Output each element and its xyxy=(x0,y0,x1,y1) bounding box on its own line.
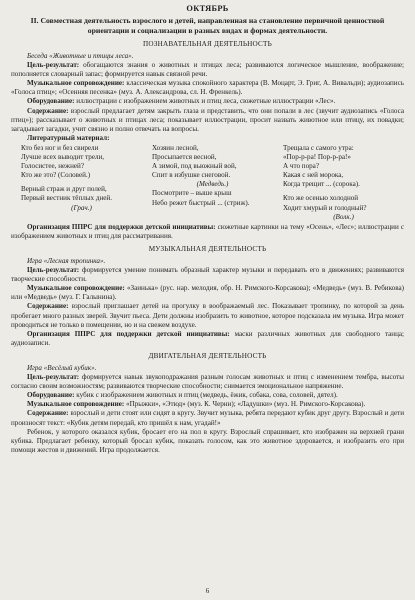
cognitive-org: Организация ППРС для поддержки детской инициативы: сюжетные картинки на тему «Осень», «Лес»; иллюстрации с изображением животных и птиц для рассматривания. xyxy=(11,222,404,240)
poem-line: Просыпается весной, xyxy=(152,153,217,162)
poem-line: Спит в избушке снеговой. xyxy=(152,171,231,180)
music-label: Музыкальное сопровождение: xyxy=(27,400,125,409)
poem-line: А что пора? xyxy=(283,162,319,171)
cognitive-heading: ПОЗНАВАТЕЛЬНАЯ ДЕЯТЕЛЬНОСТЬ xyxy=(143,39,272,48)
motor-music: Музыкальное сопровождение: «Прыжки», «Этюд» (муз. К. Черни); «Ладушки» (муз. Н. Римского-Корсакова). xyxy=(27,400,366,409)
poem-answer: (Грач.) xyxy=(71,203,92,212)
poem-line: Небо режет быстрый ... (стриж). xyxy=(152,198,250,207)
poem-line: Первый вестник тёплых дней. xyxy=(21,194,112,203)
poem-line: Кто же осенью холодной xyxy=(283,194,359,203)
poem-line: Когда трещит ... (сорока). xyxy=(283,180,360,189)
music-label: Музыкальное сопровождение: xyxy=(27,284,125,293)
goal-label: Цель-результат: xyxy=(27,266,80,275)
poem-line: «Пор-р-ра! Пор-р-ра!» xyxy=(283,153,351,162)
poem-line: Лучше всех выводит трели, xyxy=(21,153,105,162)
poem-line: Голосистее, нежней? xyxy=(21,162,84,171)
org-label: Организация ППРС для поддержки детской инициативы: xyxy=(27,222,216,231)
cognitive-goal: Цель-результат: обогащаются знания о животных и птицах леса; развиваются логическое мышление, воображение; пополняется словарный запас; формируется навык связной речи. xyxy=(11,61,404,79)
poem-line: Кто без ног и без свирели xyxy=(21,143,99,152)
cognitive-conversation: Беседа «Животные и птицы леса». xyxy=(27,52,134,60)
cognitive-equipment: Оборудование: иллюстрации с изображением животных и птиц леса, сюжетные иллюстрации «Лес». xyxy=(27,97,336,106)
cognitive-content: Содержание: взрослый предлагает детям закрыть глаза и представить, что они попали в лес (звучит аудиозапись «Голоса птиц»); рассказывает о животных и птицах леса; показывает иллюстрации, просит назвать животное или птицу, их повадки; загадывает загадки, учит связно и полно отвечать на вопросы. xyxy=(11,106,404,133)
poem-line: Посмотрите – выше крыш xyxy=(152,189,232,198)
musical-goal: Цель-результат: формируется умение понимать образный характер музыки и передавать его в движениях; развиваются творческие способности. xyxy=(11,266,404,284)
poem-line: А зимой, под вьюжный вой, xyxy=(152,162,237,171)
org-label: Организация ППРС для поддержки детской инициативы: xyxy=(27,329,230,338)
motor-content: Содержание: взрослый и дети стоят или сидят в кругу. Звучит музыка, ребята передают кубик друг другу. Взрослый и дети произносят текст: «Кубик детям передай, кто пришёл к нам, угадай!» xyxy=(11,409,404,427)
musical-org: Организация ППРС для поддержки детской инициативы: маски различных животных для свободного танца; аудиозаписи. xyxy=(11,329,404,347)
poem-line: Ходит хмурый и голодный? xyxy=(283,203,367,212)
poem-answer: (Волк.) xyxy=(333,212,354,221)
cognitive-music: Музыкальное сопровождение: классическая музыка спокойного характера (В. Моцарт, Э. Григ, А. Вивальди); аудиозапись «Голоса птиц»; «Осенняя песенка» (муз. А. Александрова, сл. Н. Френкель). xyxy=(11,79,404,97)
equipment-label: Оборудование: xyxy=(27,391,75,400)
poem-line: Кто же это? (Соловей.) xyxy=(21,171,91,180)
poem-column-2 xyxy=(142,144,273,222)
goal-label: Цель-результат: xyxy=(27,61,80,70)
page-number: 6 xyxy=(205,586,210,595)
equipment-label: Оборудование: xyxy=(27,97,75,106)
literary-label: Литературный материал: xyxy=(27,133,110,142)
content-label: Содержание: xyxy=(27,409,69,418)
motor-game: Игра «Весёлый кубик». xyxy=(27,364,97,372)
section-title: II. Совместная деятельность взрослого и детей, направленная на становление первичной ценностной ориентации и социализации в разных видах и формах деятельности. xyxy=(30,16,385,35)
poem-column-1 xyxy=(11,144,142,222)
poem-line: Какая с ней морока, xyxy=(283,171,344,180)
motor-goal: Цель-результат: формируется навык звукоподражания разным голосам животных и птиц с изменением тембра, высоты согласно своим возможностям; развиваются творческие способности; снимается эмоциональное напряжение. xyxy=(11,373,404,391)
poem-column-3 xyxy=(273,144,404,222)
poem-line: Трещала с самого утра: xyxy=(283,143,354,152)
poem-line: Хозяин лесной, xyxy=(152,143,199,152)
musical-game: Игра «Лесная тропинка». xyxy=(27,256,106,265)
motor-heading: ДВИГАТЕЛЬНАЯ ДЕЯТЕЛЬНОСТЬ xyxy=(148,351,267,360)
content-label: Содержание: xyxy=(27,302,69,311)
content-label: Содержание: xyxy=(27,106,69,115)
music-label: Музыкальное сопровождение: xyxy=(27,79,125,88)
motor-content-continued: Ребенок, у которого оказался кубик, бросает его на пол в кругу. Взрослый спрашивает, кто изображен на верхней грани кубика. Предлагает ребенку, который бросал кубик, показать голосом, как это животное здоровается, и изобразить его при помощи жестов и движений. Игра продолжается. xyxy=(11,427,404,454)
musical-content: Содержание: взрослый приглашает детей на прогулку в воображаемый лес. Показывает тропинку, по которой за день пробегает много разных зверей. Звучит пьеса. Дети должны изобразить то животное, которое подсказала им музыка. Игра может проводиться не только в помещении, но и на свежем воздухе. xyxy=(11,302,404,329)
musical-heading: МУЗЫКАЛЬНАЯ ДЕЯТЕЛЬНОСТЬ xyxy=(148,244,267,253)
goal-label: Цель-результат: xyxy=(27,373,80,382)
month-heading: ОКТЯБРЬ xyxy=(186,4,229,13)
motor-equipment: Оборудование: кубик с изображением животных и птиц (медведь, ёжик, собака, сова, соловей, дятел). xyxy=(27,391,338,400)
musical-music: Музыкальное сопровождение: «Заинька» (рус. нар. мелодия, обр. Н. Римского-Корсакова); «Медведь» (муз. В. Ребикова) или «Медведь» (муз. Г. Галынина). xyxy=(11,284,404,302)
poem-line: Верный страж и друг полей, xyxy=(21,185,107,194)
poems-block xyxy=(11,144,404,222)
poem-answer: (Медведь.) xyxy=(196,180,229,189)
